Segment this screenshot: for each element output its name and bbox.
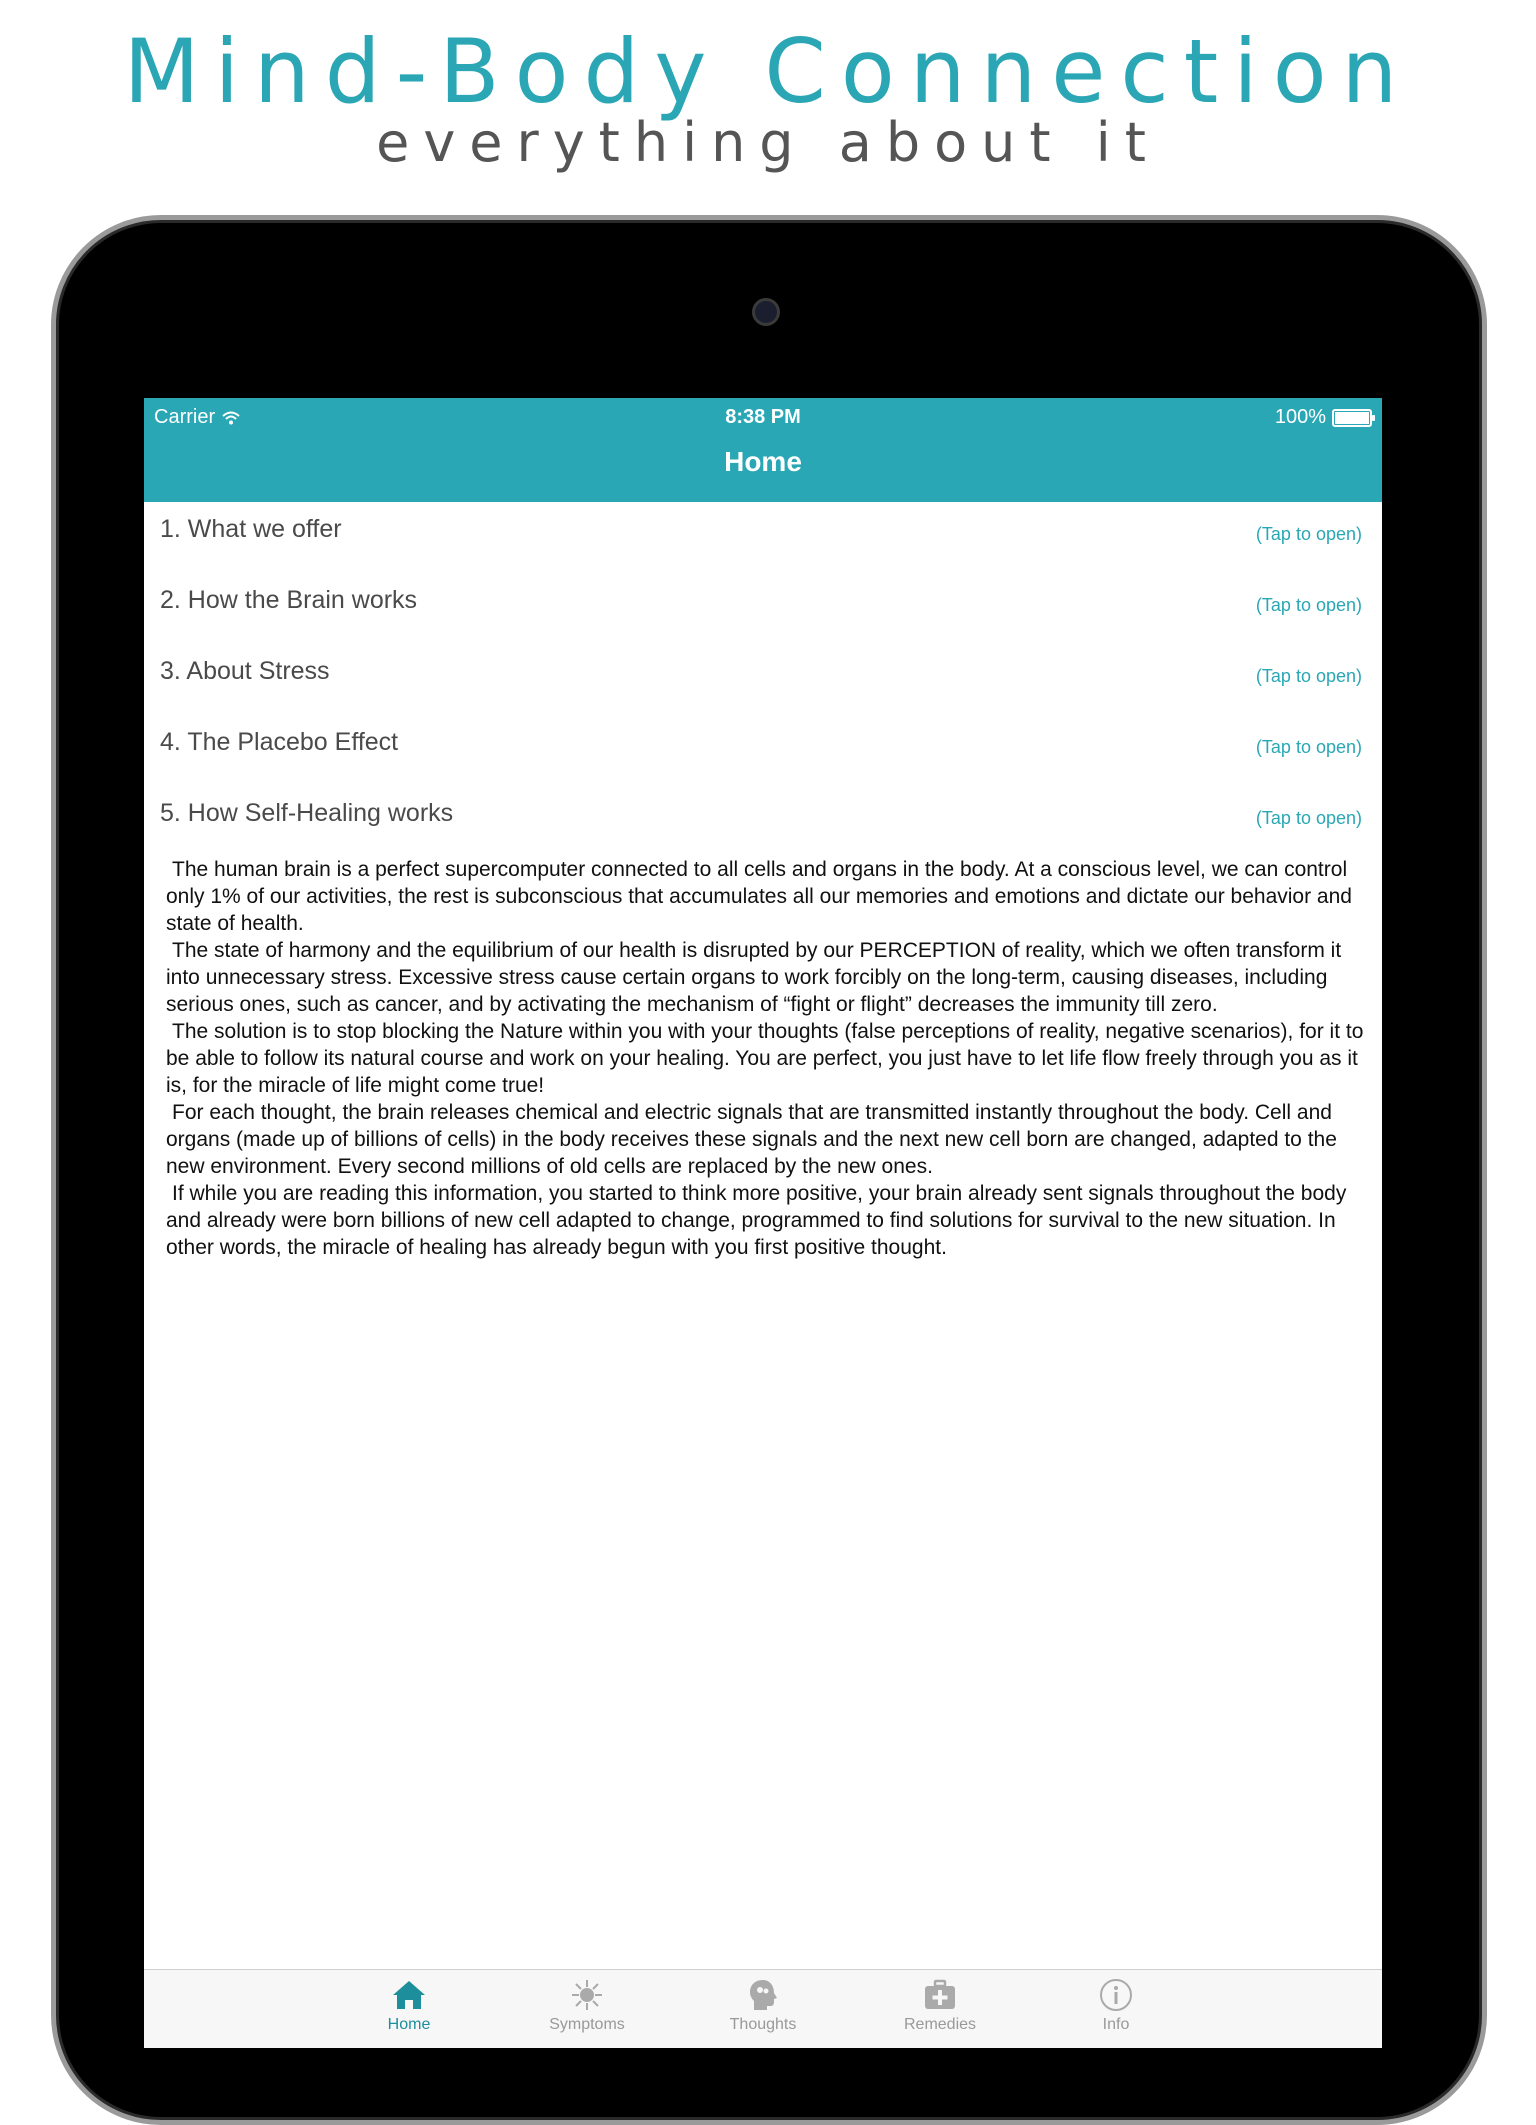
app-screen <box>144 398 1382 2048</box>
article-paragraph: For each thought, the brain releases chemical and electric signals that are transmitted instantly throughout the body. Cell and organs (made up of billions of cells) in the body receives these signals and the next new cell born are changed, adapted to the new environment. Every second millions of old cells are replaced by the new ones. <box>166 1101 1337 1178</box>
tab-remedies[interactable] <box>880 1978 1000 2034</box>
article-paragraph: If while you are reading this information, you started to think more positive, your brain already sent signals throughout the body and already were born billions of new cell adapted to change, programmed to find solutions for survival to the new situation. In other words, the miracle of healing has already begun with you first positive thought. <box>166 1182 1347 1259</box>
first-aid-kit-icon <box>922 1978 958 2012</box>
list-item-label: 5. How Self-Healing works <box>160 799 454 827</box>
article-paragraph: The human brain is a perfect supercomputer connected to all cells and organs in the body. At a conscious level, we can control only 1% of our activities, the rest is subconscious that accumulates all our memories and emotions and dictate our behavior and state of health. <box>166 858 1352 935</box>
tab-label: Info <box>1102 2016 1130 2033</box>
page-title: Home <box>724 446 802 477</box>
tap-to-open-hint: (Tap to open) <box>1255 524 1362 544</box>
tab-symptoms[interactable] <box>527 1978 647 2034</box>
article-paragraph: The solution is to stop blocking the Nature within you with your thoughts (false perceptions of reality, negative scenarios), for it to be able to follow its natural course and work on your healing. You are perfect, you just have to let life flow freely through you as it is, for the miracle of life might come true! <box>166 1020 1364 1097</box>
list-item[interactable] <box>144 715 1382 786</box>
status-time: 8:38 PM <box>725 406 801 428</box>
list-item[interactable] <box>144 502 1382 573</box>
promo-title: Mind-Body Connection <box>123 20 1413 123</box>
list-item-label: 2. How the Brain works <box>160 586 418 614</box>
home-icon <box>391 1978 427 2012</box>
tap-to-open-hint: (Tap to open) <box>1255 808 1362 828</box>
list-item-label: 3. About Stress <box>160 657 330 685</box>
navigation-header <box>144 398 1382 502</box>
list-item[interactable] <box>144 786 1382 857</box>
tab-bar <box>144 1969 1382 2048</box>
list-item[interactable] <box>144 644 1382 715</box>
carrier-label: Carrier <box>154 406 216 428</box>
list-item-label: 4. The Placebo Effect <box>160 728 399 756</box>
promo-subtitle: everything about it <box>376 111 1160 174</box>
tap-to-open-hint: (Tap to open) <box>1255 595 1362 615</box>
tab-home[interactable] <box>349 1978 469 2034</box>
tap-to-open-hint: (Tap to open) <box>1255 666 1362 686</box>
list-item-label: 1. What we offer <box>160 515 342 543</box>
battery-indicator <box>1275 406 1372 429</box>
list-item[interactable] <box>144 573 1382 644</box>
camera-icon <box>752 298 780 326</box>
tab-label: Home <box>387 2016 431 2033</box>
tap-to-open-hint: (Tap to open) <box>1255 737 1362 757</box>
brain-head-icon <box>745 1978 781 2012</box>
article-paragraph: The state of harmony and the equilibrium of our health is disrupted by our PERCEPTION of reality, which we often transform it into unnecessary stress. Excessive stress cause certain organs to work forcibly on the long-term, causing diseases, including serious ones, such as cancer, and by activating the mechanism of “fight or flight” decreases the immunity till zero. <box>166 939 1342 1016</box>
tab-label: Thoughts <box>729 2016 797 2033</box>
battery-label: 100% <box>1274 406 1326 428</box>
battery-icon <box>1332 409 1372 427</box>
tab-info[interactable] <box>1056 1978 1176 2034</box>
info-icon <box>1098 1978 1134 2012</box>
tab-label: Symptoms <box>549 2016 625 2033</box>
topic-list <box>144 502 1382 857</box>
status-bar <box>144 406 1382 436</box>
article-body <box>166 856 1364 1261</box>
virus-icon <box>569 1978 605 2012</box>
tab-label: Remedies <box>903 2016 977 2033</box>
tab-thoughts[interactable] <box>703 1978 823 2034</box>
